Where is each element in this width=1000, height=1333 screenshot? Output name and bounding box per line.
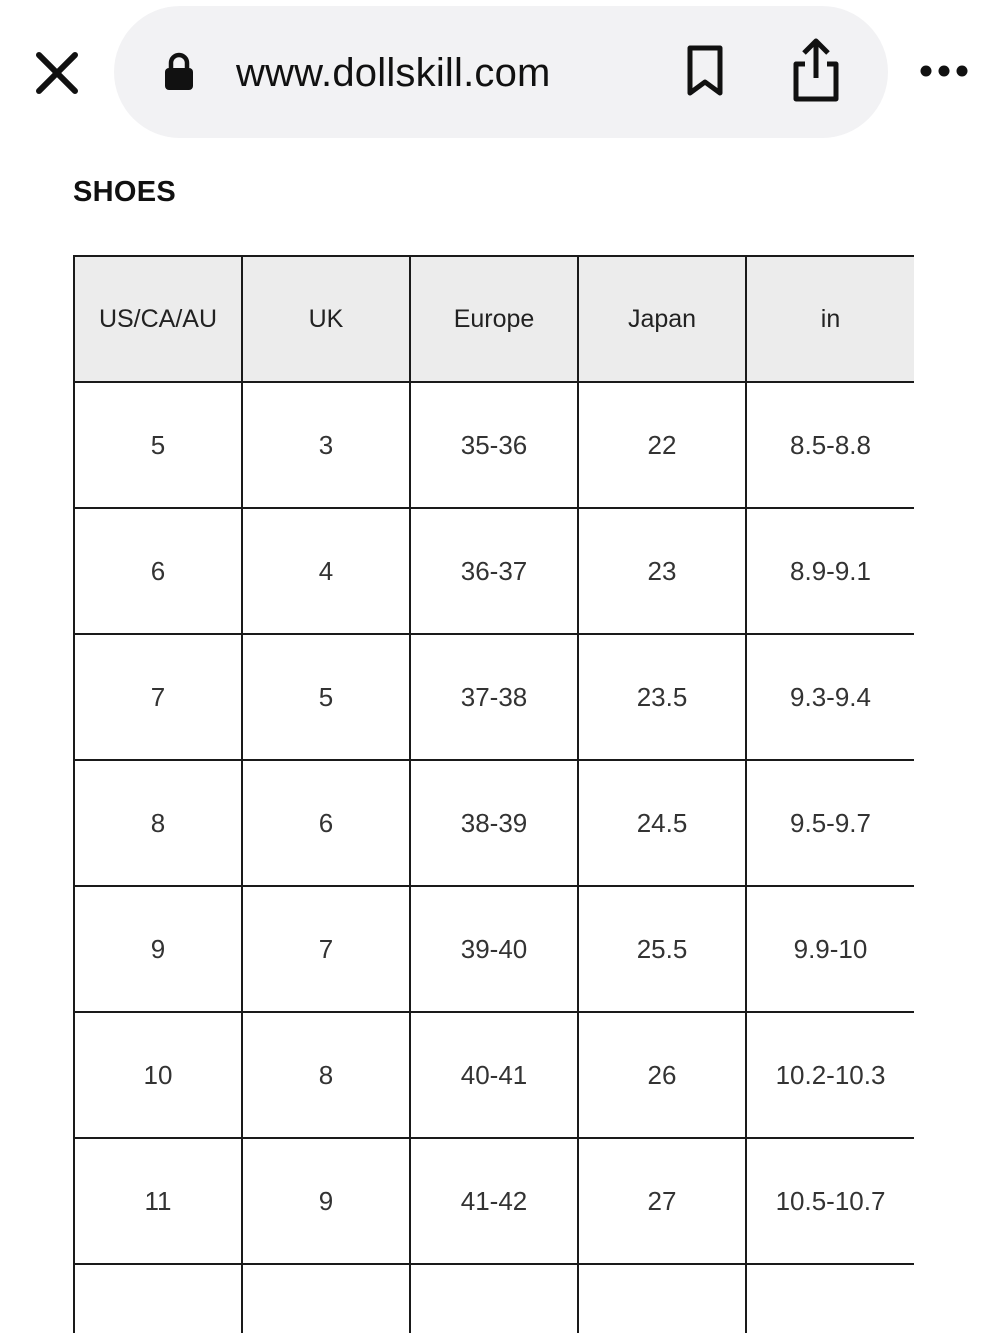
table-cell xyxy=(578,1264,746,1333)
table-cell: 39-40 xyxy=(410,886,578,1012)
table-cell: 24.5 xyxy=(578,760,746,886)
table-cell: 8 xyxy=(74,760,242,886)
table-cell: 9 xyxy=(74,886,242,1012)
table-cell xyxy=(746,1264,914,1333)
table-row xyxy=(74,634,914,760)
table-cell: 8.5-8.8 xyxy=(746,382,914,508)
table-cell: 9.9-10 xyxy=(746,886,914,1012)
table-cell: 41-42 xyxy=(410,1138,578,1264)
header-us-ca-au: US/CA/AU xyxy=(74,256,242,382)
table-cell: 6 xyxy=(74,508,242,634)
table-cell xyxy=(410,1264,578,1333)
table-cell: 9.5-9.7 xyxy=(746,760,914,886)
table-cell: 3 xyxy=(242,382,410,508)
table-body xyxy=(74,382,914,1333)
table-cell: 10.5-10.7 xyxy=(746,1138,914,1264)
table-cell: 36-37 xyxy=(410,508,578,634)
table-row xyxy=(74,382,914,508)
table-cell: 4 xyxy=(242,508,410,634)
table-cell xyxy=(74,1264,242,1333)
table-cell: 40-41 xyxy=(410,1012,578,1138)
table-cell: 26 xyxy=(578,1012,746,1138)
table-cell: 5 xyxy=(74,382,242,508)
header-japan: Japan xyxy=(578,256,746,382)
table-cell: 27 xyxy=(578,1138,746,1264)
table-cell: 8 xyxy=(242,1012,410,1138)
table-cell: 9.3-9.4 xyxy=(746,634,914,760)
table-cell: 10.2-10.3 xyxy=(746,1012,914,1138)
table-cell: 5 xyxy=(242,634,410,760)
size-chart-table xyxy=(73,255,914,1333)
table-cell: 22 xyxy=(578,382,746,508)
table-cell: 8.9-9.1 xyxy=(746,508,914,634)
table-cell: 35-36 xyxy=(410,382,578,508)
table-row xyxy=(74,760,914,886)
header-inches: in xyxy=(746,256,914,382)
table-cell: 23.5 xyxy=(578,634,746,760)
table-cell: 9 xyxy=(242,1138,410,1264)
table-row xyxy=(74,886,914,1012)
header-europe: Europe xyxy=(410,256,578,382)
table-cell: 7 xyxy=(242,886,410,1012)
table-cell: 11 xyxy=(74,1138,242,1264)
section-title: SHOES xyxy=(73,176,177,208)
table-cell: 6 xyxy=(242,760,410,886)
table-cell: 7 xyxy=(74,634,242,760)
table-row xyxy=(74,1012,914,1138)
table-cell: 37-38 xyxy=(410,634,578,760)
url-text[interactable]: www.dollskill.com xyxy=(236,51,551,95)
table-header-row xyxy=(74,256,914,382)
table-row xyxy=(74,1138,914,1264)
table-cell: 25.5 xyxy=(578,886,746,1012)
table-row xyxy=(74,508,914,634)
table-cell xyxy=(242,1264,410,1333)
table-row xyxy=(74,1264,914,1333)
table-cell: 10 xyxy=(74,1012,242,1138)
header-uk: UK xyxy=(242,256,410,382)
table-cell: 38-39 xyxy=(410,760,578,886)
table-cell: 23 xyxy=(578,508,746,634)
more-icon[interactable] xyxy=(914,58,974,84)
